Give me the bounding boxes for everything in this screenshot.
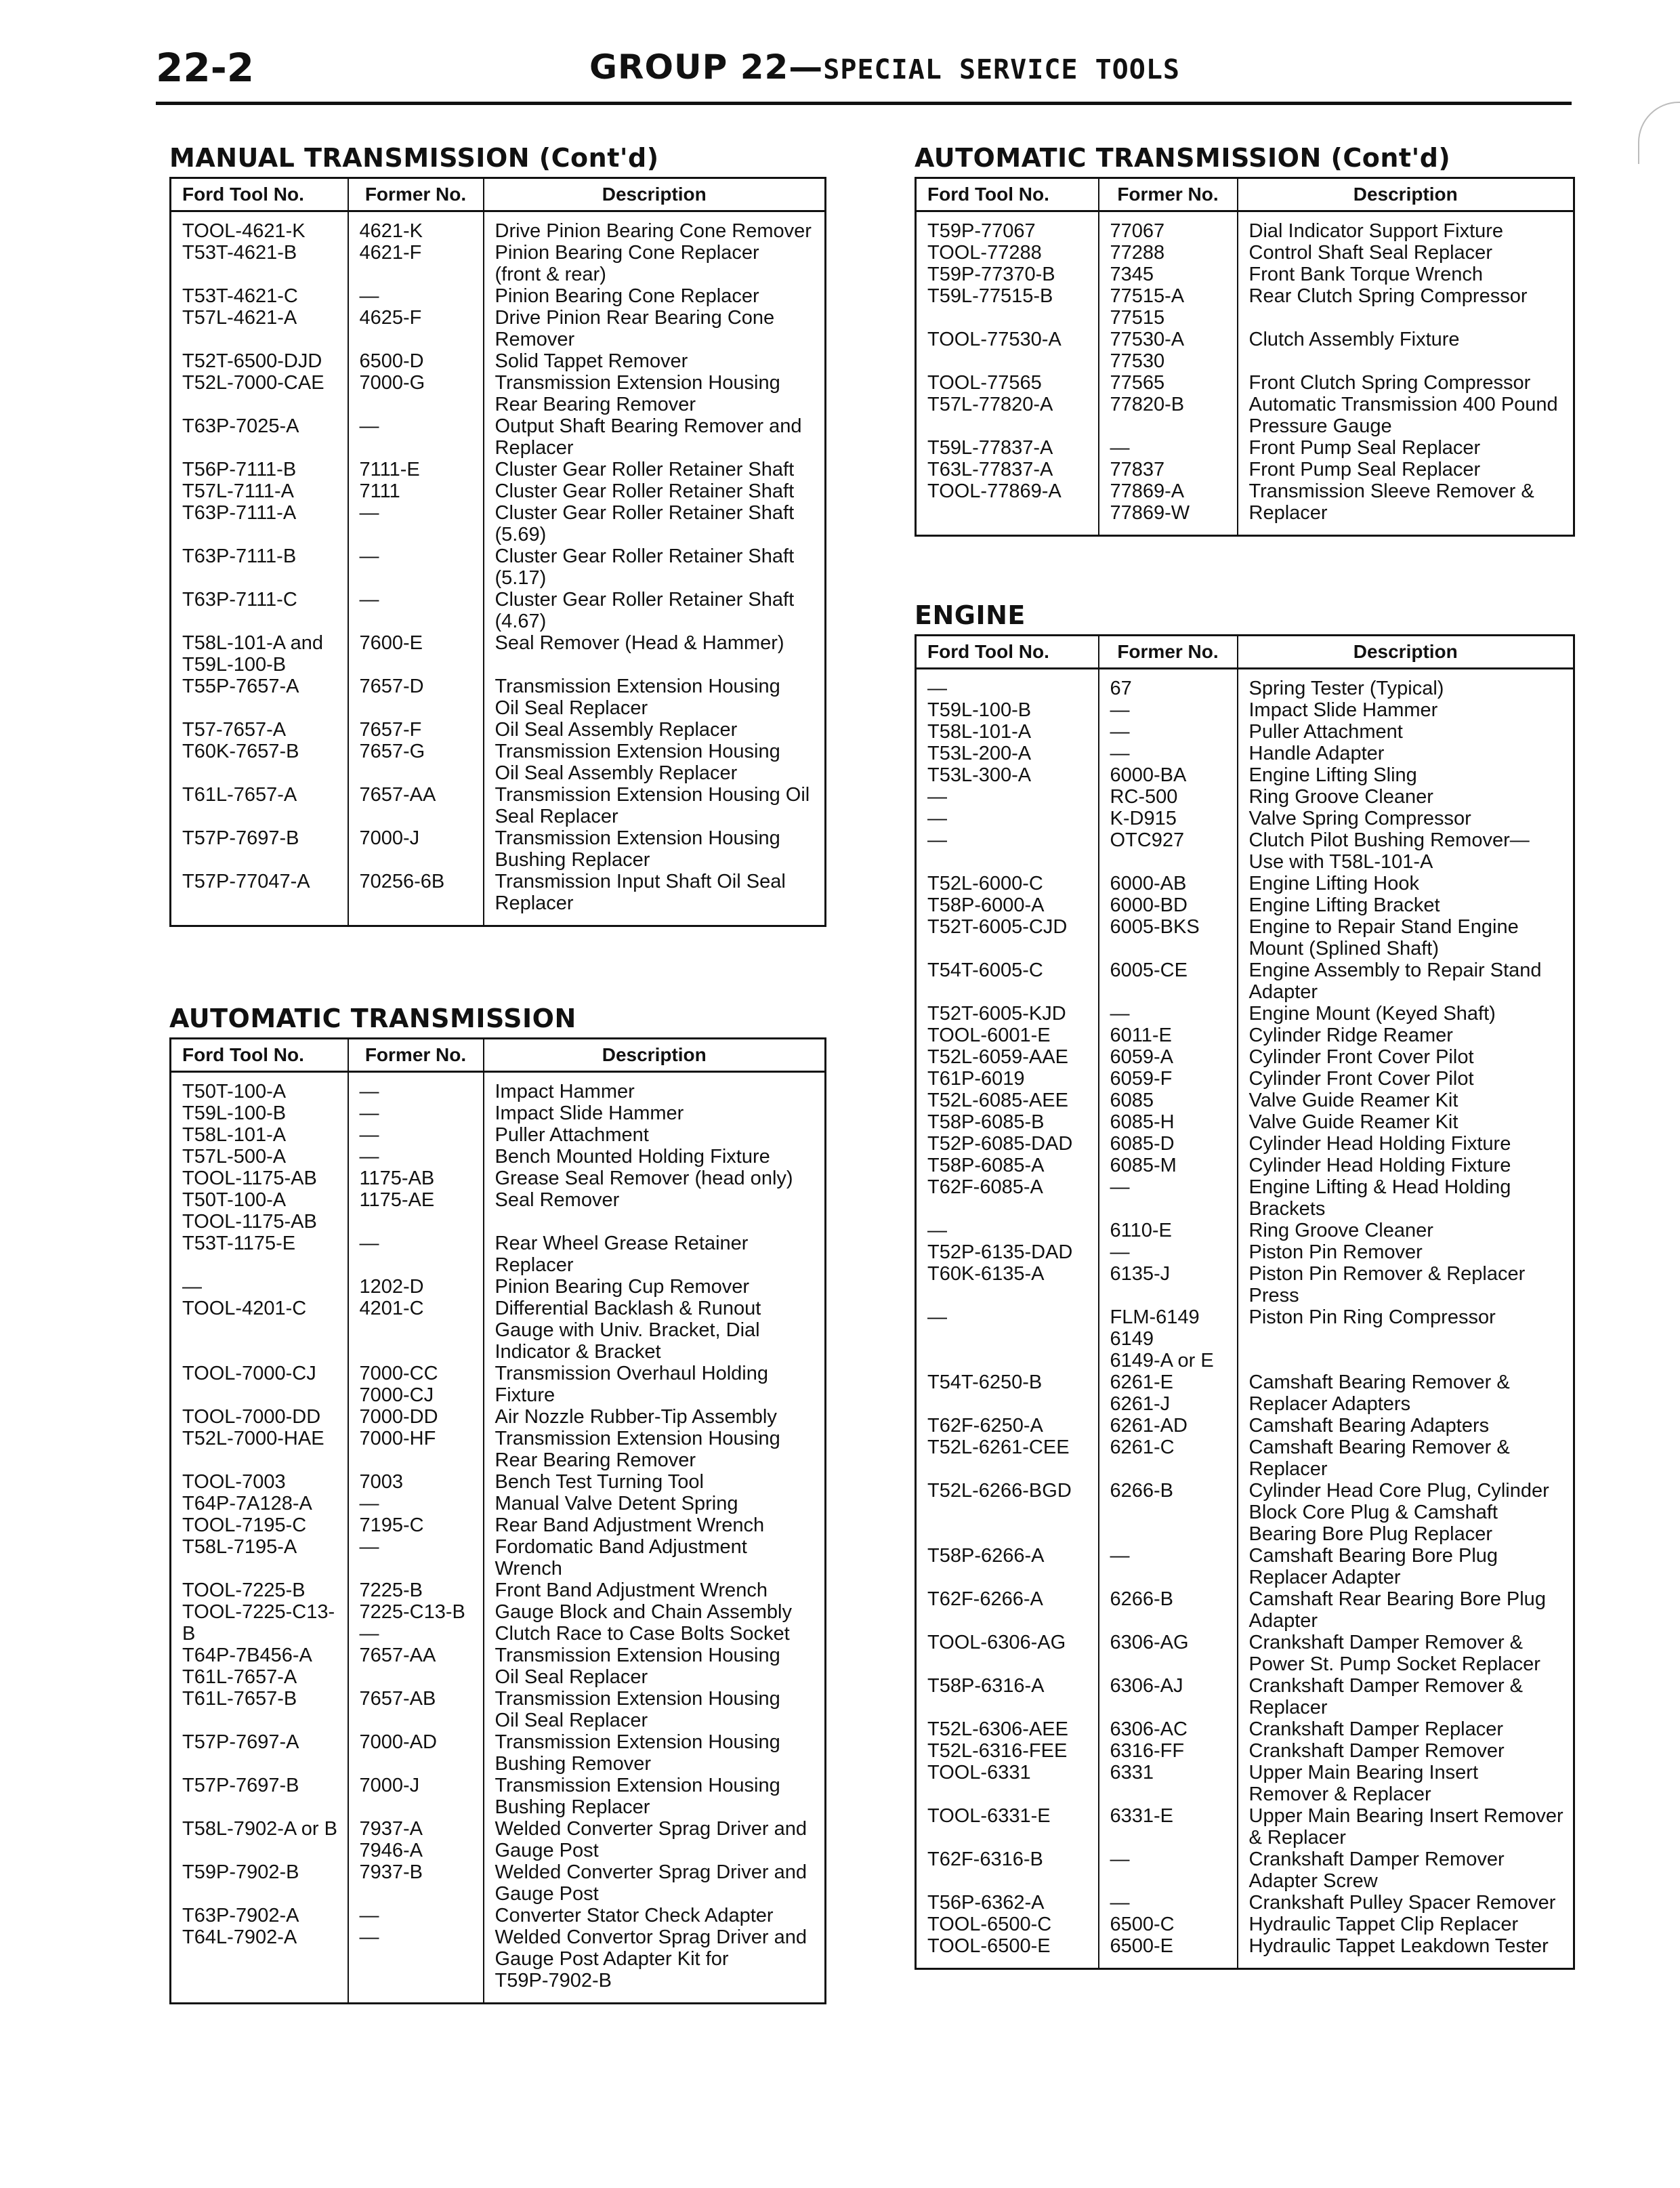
description-cell: Transmission Extension Housing Oil Seal Replacer <box>495 1688 780 1731</box>
column-header-description: Description <box>484 1039 826 1072</box>
description-cell: Transmission Overhaul Holding Fixture <box>495 1363 768 1406</box>
former-no-cell: 6110-E — 6135-J <box>1099 1220 1238 1306</box>
description-cell: Seal Remover (Head & Hammer) Transmission Extension Housing Oil Seal Replacer <box>495 632 784 719</box>
former-no-cell: — 77837 77869-A 77869-W <box>1099 437 1238 536</box>
former-no-cell: 6000-AB 6000-BD 6005-BKS <box>1099 873 1238 959</box>
tool-no-cell: T52T-6005-KJD TOOL-6001-E T52L-6059-AAE T61P-6019 T52L-6085-AEE T58P-6085-B T52P-6085-DAD T58P-6085-A T62F-6085-A <box>916 1003 1099 1220</box>
tool-no-cell: TOOL-7225-B TOOL-7225-C13-B T64P-7B456-A T61L-7657-A <box>171 1580 348 1688</box>
tool-no-cell: T61L-7657-B <box>171 1688 348 1731</box>
column-header-tool-no: Ford Tool No. <box>171 1039 348 1072</box>
table-row <box>171 1905 826 2004</box>
former-no-cell: 7003 — 7195-C — <box>348 1471 484 1580</box>
table-row <box>171 1775 826 1818</box>
former-no-cell: 7000-J <box>348 1775 484 1818</box>
description-cell: Transmission Extension Housing Oil Seal Replacer <box>495 784 810 827</box>
tool-no-cell: T52L-6306-AEE T52L-6316-FEE TOOL-6331 <box>916 1718 1099 1805</box>
section-heading: MANUAL TRANSMISSION (Cont'd) <box>169 143 659 173</box>
automatic-transmission-contd-table <box>915 177 1575 537</box>
column-header-former-no: Former No. <box>348 178 484 211</box>
former-no-cell: 7000-CC 7000-CJ <box>348 1363 484 1406</box>
former-no-cell: — 6500-C 6500-E <box>1099 1892 1238 1969</box>
description-cell: Solid Tappet Remover Transmission Extension Housing Rear Bearing Remover <box>495 350 780 415</box>
table-row <box>171 827 826 871</box>
tool-no-cell: T58P-6266-A <box>916 1545 1099 1588</box>
table-row <box>916 372 1574 437</box>
column-header-tool-no: Ford Tool No. <box>916 178 1099 211</box>
description-cell: Output Shaft Bearing Remover and Replacer <box>495 415 802 459</box>
table-row <box>171 719 826 784</box>
tool-no-cell: TOOL-7000-DD T52L-7000-HAE <box>171 1406 348 1471</box>
tool-no-cell: T57P-7697-B <box>171 1775 348 1818</box>
former-no-cell: — <box>1099 1545 1238 1588</box>
former-no-cell: — 6011-E 6059-A 6059-F 6085 6085-H 6085-D 6085-M — <box>1099 1003 1238 1220</box>
table-row <box>916 1003 1574 1220</box>
former-no-cell: 6005-CE <box>1099 959 1238 1003</box>
table-row <box>171 545 826 589</box>
former-no-cell: — — — — 1175-AB 1175-AE — <box>348 1072 484 1277</box>
table-row <box>916 669 1574 873</box>
tool-no-cell: T58P-6316-A <box>916 1675 1099 1718</box>
former-no-cell: 7225-B 7225-C13-B — 7657-AA <box>348 1580 484 1688</box>
section-heading: AUTOMATIC TRANSMISSION <box>169 1004 576 1033</box>
tool-no-cell: T63P-7111-B <box>171 545 348 589</box>
engine-table <box>915 634 1575 1970</box>
table-row <box>171 350 826 415</box>
former-no-cell: 6306-AC 6316-FF 6331 <box>1099 1718 1238 1805</box>
tool-no-cell: T58L-101-A and T59L-100-B T55P-7657-A <box>171 632 348 719</box>
table-row <box>171 1072 826 1277</box>
tool-no-cell: T57-7657-A T60K-7657-B <box>171 719 348 784</box>
tool-no-cell: TOOL-6306-AG <box>916 1632 1099 1675</box>
description-cell: Front Band Adjustment Wrench Gauge Block and Chain Assembly Clutch Race to Case Bolts Socket Transmission Extension Housing Oil Seal Replacer <box>495 1580 792 1688</box>
column-header-tool-no: Ford Tool No. <box>171 178 348 211</box>
former-no-cell: 6261-E 6261-J <box>1099 1371 1238 1415</box>
table-row <box>916 437 1574 536</box>
description-cell: Dial Indicator Support Fixture Control Shaft Seal Replacer Front Bank Torque Wrench Rear Clutch Spring Compressor <box>1248 220 1528 307</box>
table-row <box>916 959 1574 1003</box>
tool-no-cell: T57P-77047-A <box>171 871 348 926</box>
table-row <box>171 1363 826 1406</box>
description-cell: Welded Converter Sprag Driver and Gauge Post <box>495 1818 807 1861</box>
table-row <box>171 1861 826 1905</box>
description-cell: Engine Mount (Keyed Shaft) Cylinder Ridge Reamer Cylinder Front Cover Pilot Cylinder Front Cover Pilot Valve Guide Reamer Kit Valve Guide Reamer Kit Cylinder Head Holding Fixture Cylinder Head Holding Fixture Engine Lifting & Head Holding Brackets <box>1248 1003 1511 1220</box>
tool-no-cell: T63P-7902-A T64L-7902-A <box>171 1905 348 2004</box>
table-row <box>916 1306 1574 1371</box>
description-cell: Pinion Bearing Cup Remover Differential Backlash & Runout Gauge with Univ. Bracket, Dial Indicator & Bracket <box>495 1276 761 1363</box>
tool-no-cell: T59P-77067 TOOL-77288 T59P-77370-B T59L-77515-B <box>916 211 1099 329</box>
table-row <box>171 211 826 286</box>
former-no-cell: 77067 77288 7345 77515-A 77515 <box>1099 211 1238 329</box>
tool-no-cell: T57P-7697-A <box>171 1731 348 1775</box>
column-header-former-no: Former No. <box>348 1039 484 1072</box>
former-no-cell: FLM-6149 6149 6149-A or E <box>1099 1306 1238 1371</box>
former-no-cell: 1202-D 4201-C <box>348 1276 484 1363</box>
former-no-cell: — <box>348 545 484 589</box>
former-no-cell: 67 — — — 6000-BA RC-500 K-D915 OTC927 <box>1099 669 1238 873</box>
table-header-row <box>916 636 1574 669</box>
former-no-cell: 7000-J <box>348 827 484 871</box>
description-cell: Camshaft Bearing Remover & Replacer Adapters <box>1248 1371 1510 1415</box>
tool-no-cell: T50T-100-A T59L-100-B T58L-101-A T57L-500-A TOOL-1175-AB T50T-100-A TOOL-1175-AB T53T-1175-E <box>171 1072 348 1277</box>
page-title-dash: — <box>789 47 824 87</box>
description-cell: Crankshaft Pulley Spacer Remover Hydraulic Tappet Clip Replacer Hydraulic Tappet Leakdown Tester <box>1248 1892 1556 1957</box>
description-cell: Front Clutch Spring Compressor Automatic Transmission 400 Pound Pressure Gauge <box>1248 372 1558 437</box>
former-no-cell: 7937-B <box>348 1861 484 1905</box>
table-row <box>916 1480 1574 1545</box>
section-heading: ENGINE <box>915 600 1026 630</box>
page-title-group: GROUP 22 <box>589 47 789 87</box>
description-cell: Ring Groove Cleaner Piston Pin Remover Piston Pin Remover & Replacer Press <box>1248 1220 1526 1306</box>
automatic-transmission-contd-section <box>915 139 1575 537</box>
table-row <box>916 1892 1574 1969</box>
former-no-cell: 6261-AD 6261-C <box>1099 1415 1238 1480</box>
tool-no-cell: — <box>916 1306 1099 1371</box>
former-no-cell: 77530-A 77530 <box>1099 329 1238 372</box>
page-title-subtitle: SPECIAL SERVICE TOOLS <box>823 54 1181 85</box>
tool-no-cell: T63P-7111-C <box>171 589 348 632</box>
description-cell: Welded Converter Sprag Driver and Gauge Post <box>495 1861 807 1905</box>
table-row <box>171 1471 826 1580</box>
former-no-cell: 7600-E 7657-D <box>348 632 484 719</box>
tool-no-cell: — T52P-6135-DAD T60K-6135-A <box>916 1220 1099 1306</box>
tool-no-cell: TOOL-6331-E <box>916 1805 1099 1849</box>
tool-no-cell: TOOL-77565 T57L-77820-A <box>916 372 1099 437</box>
former-no-cell: 7657-F 7657-G <box>348 719 484 784</box>
page-curl-mark <box>1638 102 1680 164</box>
former-no-cell: — 4625-F <box>348 285 484 350</box>
former-no-cell: 7111-E 7111 — <box>348 459 484 545</box>
description-cell: Crankshaft Damper Remover Adapter Screw <box>1248 1849 1505 1892</box>
former-no-cell: — <box>1099 1849 1238 1892</box>
former-no-cell: 6266-B <box>1099 1588 1238 1632</box>
former-no-cell: 6500-D 7000-G <box>348 350 484 415</box>
description-cell: Cluster Gear Roller Retainer Shaft Cluster Gear Roller Retainer Shaft Cluster Gear Roller Retainer Shaft (5.69) <box>495 459 795 545</box>
table-row <box>916 1220 1574 1306</box>
page-title <box>589 47 1180 87</box>
former-no-cell: — <box>348 415 484 459</box>
engine-section <box>915 596 1575 1970</box>
column-header-description: Description <box>1238 178 1574 211</box>
former-no-cell: 6306-AJ <box>1099 1675 1238 1718</box>
description-cell: Camshaft Rear Bearing Bore Plug Adapter <box>1248 1588 1546 1632</box>
table-row <box>916 329 1574 372</box>
tool-no-cell: T62F-6250-A T52L-6261-CEE <box>916 1415 1099 1480</box>
description-cell: Transmission Input Shaft Oil Seal Replacer <box>495 871 786 914</box>
description-cell: Air Nozzle Rubber-Tip Assembly Transmission Extension Housing Rear Bearing Remover <box>495 1406 780 1471</box>
description-cell: Front Pump Seal Replacer Front Pump Seal Replacer Transmission Sleeve Remover & Replacer <box>1248 437 1534 524</box>
automatic-transmission-section <box>169 999 826 2004</box>
column-header-former-no: Former No. <box>1099 178 1238 211</box>
description-cell: Upper Main Bearing Insert Remover & Replacer <box>1248 1805 1563 1849</box>
former-no-cell: 77565 77820-B <box>1099 372 1238 437</box>
table-row <box>171 1580 826 1688</box>
table-row <box>916 1545 1574 1588</box>
description-cell: Transmission Extension Housing Bushing Replacer <box>495 827 780 871</box>
table-row <box>916 1805 1574 1849</box>
description-cell: Spring Tester (Typical) Impact Slide Hammer Puller Attachment Handle Adapter Engine Lifting Sling Ring Groove Cleaner Valve Spring Compressor Clutch Pilot Bushing Remover— Use with T58L-101-A <box>1248 678 1530 873</box>
tool-no-cell: T58L-7902-A or B <box>171 1818 348 1861</box>
description-cell: Crankshaft Damper Replacer Crankshaft Damper Remover Upper Main Bearing Insert Remover & Replacer <box>1248 1718 1505 1805</box>
description-cell: Impact Hammer Impact Slide Hammer Puller Attachment Bench Mounted Holding Fixture Grease Seal Remover (head only) Seal Remover Rear Wheel Grease Retainer Replacer <box>495 1081 793 1276</box>
description-cell: Oil Seal Assembly Replacer Transmission Extension Housing Oil Seal Assembly Replacer <box>495 719 780 784</box>
tool-no-cell: TOOL-77530-A <box>916 329 1099 372</box>
tool-no-cell: T52L-6000-C T58P-6000-A T52T-6005-CJD <box>916 873 1099 959</box>
tool-no-cell: T57P-7697-B <box>171 827 348 871</box>
description-cell: Engine Assembly to Repair Stand Adapter <box>1248 959 1542 1003</box>
former-no-cell: 7657-AB <box>348 1688 484 1731</box>
tool-no-cell: T62F-6266-A <box>916 1588 1099 1632</box>
tool-no-cell: T63P-7025-A <box>171 415 348 459</box>
table-row <box>916 1718 1574 1805</box>
automatic-transmission-table <box>169 1037 826 2004</box>
page-number: 22-2 <box>156 45 255 91</box>
tool-no-cell: TOOL-7003 T64P-7A128-A TOOL-7195-C T58L-7195-A <box>171 1471 348 1580</box>
table-row <box>171 285 826 350</box>
former-no-cell: 7000-DD 7000-HF <box>348 1406 484 1471</box>
table-row <box>171 459 826 545</box>
description-cell: Engine Lifting Hook Engine Lifting Bracket Engine to Repair Stand Engine Mount (Splined Shaft) <box>1248 873 1519 959</box>
tool-no-cell: TOOL-7000-CJ <box>171 1363 348 1406</box>
manual-transmission-table <box>169 177 826 927</box>
description-cell: Crankshaft Damper Remover & Power St. Pump Socket Replacer <box>1248 1632 1540 1675</box>
description-cell: Drive Pinion Bearing Cone Remover Pinion Bearing Cone Replacer (front & rear) <box>495 220 812 285</box>
description-cell: Piston Pin Ring Compressor <box>1248 1306 1496 1328</box>
column-header-description: Description <box>1238 636 1574 669</box>
description-cell: Cylinder Head Core Plug, Cylinder Block Core Plug & Camshaft Bearing Bore Plug Replacer <box>1248 1480 1549 1545</box>
tool-no-cell: T52T-6500-DJD T52L-7000-CAE <box>171 350 348 415</box>
table-header-row <box>916 178 1574 211</box>
column-header-description: Description <box>484 178 826 211</box>
former-no-cell: 6266-B <box>1099 1480 1238 1545</box>
tool-no-cell: TOOL-4621-K T53T-4621-B <box>171 211 348 286</box>
tool-no-cell: T62F-6316-B <box>916 1849 1099 1892</box>
description-cell: Bench Test Turning Tool Manual Valve Detent Spring Rear Band Adjustment Wrench Fordomatic Band Adjustment Wrench <box>495 1471 765 1580</box>
table-row <box>171 1688 826 1731</box>
former-no-cell: — <box>348 589 484 632</box>
section-heading: AUTOMATIC TRANSMISSION (Cont'd) <box>915 143 1451 173</box>
former-no-cell: 6306-AG <box>1099 1632 1238 1675</box>
page-header <box>156 41 1572 105</box>
description-cell: Transmission Extension Housing Bushing Remover <box>495 1731 780 1775</box>
description-cell: Clutch Assembly Fixture <box>1248 329 1460 350</box>
table-row <box>171 1818 826 1861</box>
column-header-former-no: Former No. <box>1099 636 1238 669</box>
table-row <box>171 784 826 827</box>
table-row <box>171 589 826 632</box>
former-no-cell: 6331-E <box>1099 1805 1238 1849</box>
former-no-cell: 7937-A 7946-A <box>348 1818 484 1861</box>
description-cell: Camshaft Bearing Bore Plug Replacer Adapter <box>1248 1545 1498 1588</box>
table-row <box>171 1276 826 1363</box>
table-row <box>916 873 1574 959</box>
description-cell: Pinion Bearing Cone Replacer Drive Pinion Rear Bearing Cone Remover <box>495 285 775 350</box>
description-cell: Crankshaft Damper Remover & Replacer <box>1248 1675 1524 1718</box>
former-no-cell: 7657-AA <box>348 784 484 827</box>
tool-no-cell: T54T-6250-B <box>916 1371 1099 1415</box>
former-no-cell: — — <box>348 1905 484 2004</box>
description-cell: Camshaft Bearing Adapters Camshaft Bearing Remover & Replacer <box>1248 1415 1510 1480</box>
tool-no-cell: — T59L-100-B T58L-101-A T53L-200-A T53L-300-A — — — <box>916 669 1099 873</box>
tool-no-cell: T52L-6266-BGD <box>916 1480 1099 1545</box>
table-row <box>916 1415 1574 1480</box>
description-cell: Converter Stator Check Adapter Welded Convertor Sprag Driver and Gauge Post Adapter Kit for T59P-7902-B <box>495 1905 807 1991</box>
table-row <box>171 1731 826 1775</box>
table-row <box>916 1849 1574 1892</box>
manual-transmission-section <box>169 139 826 927</box>
table-row <box>171 1406 826 1471</box>
table-header-row <box>171 178 826 211</box>
table-row <box>916 1675 1574 1718</box>
tool-no-cell: T56P-7111-B T57L-7111-A T63P-7111-A <box>171 459 348 545</box>
table-row <box>916 211 1574 329</box>
table-row <box>916 1632 1574 1675</box>
former-no-cell: 7000-AD <box>348 1731 484 1775</box>
table-row <box>171 871 826 926</box>
tool-no-cell: T61L-7657-A <box>171 784 348 827</box>
tool-no-cell: T59P-7902-B <box>171 1861 348 1905</box>
table-row <box>171 415 826 459</box>
description-cell: Cluster Gear Roller Retainer Shaft (4.67) <box>495 589 795 632</box>
table-row <box>916 1371 1574 1415</box>
table-row <box>171 632 826 719</box>
tool-no-cell: — TOOL-4201-C <box>171 1276 348 1363</box>
tool-no-cell: T53T-4621-C T57L-4621-A <box>171 285 348 350</box>
tool-no-cell: T59L-77837-A T63L-77837-A TOOL-77869-A <box>916 437 1099 536</box>
tool-no-cell: T54T-6005-C <box>916 959 1099 1003</box>
tool-no-cell: T56P-6362-A TOOL-6500-C TOOL-6500-E <box>916 1892 1099 1969</box>
column-header-tool-no: Ford Tool No. <box>916 636 1099 669</box>
description-cell: Cluster Gear Roller Retainer Shaft (5.17) <box>495 545 795 589</box>
table-header-row <box>171 1039 826 1072</box>
description-cell: Transmission Extension Housing Bushing Replacer <box>495 1775 780 1818</box>
former-no-cell: 70256-6B <box>348 871 484 926</box>
table-row <box>916 1588 1574 1632</box>
former-no-cell: 4621-K 4621-F <box>348 211 484 286</box>
